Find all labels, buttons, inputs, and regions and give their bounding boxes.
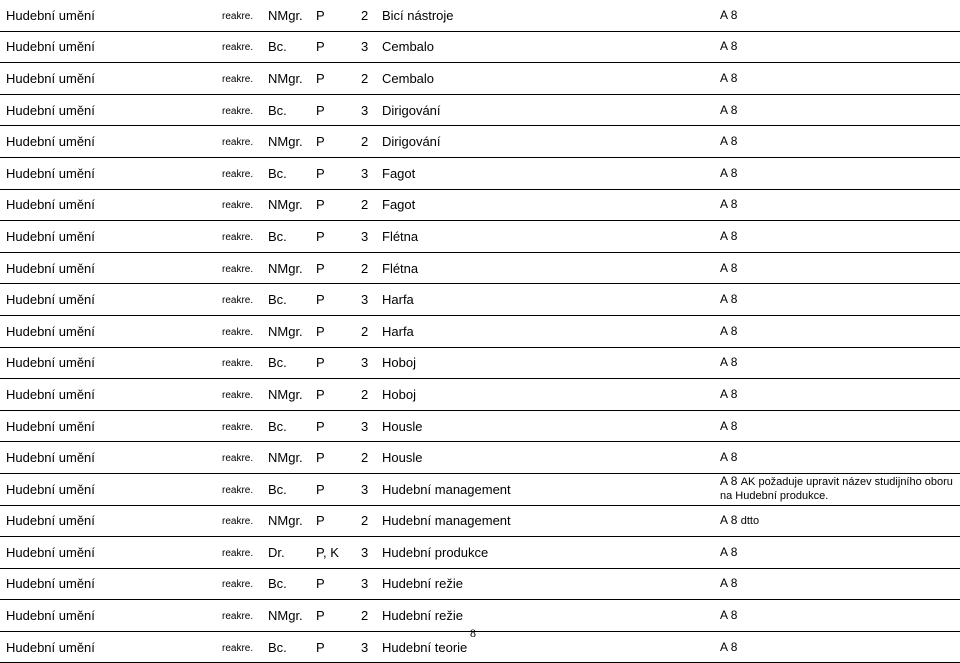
period-value: 8	[730, 386, 738, 401]
table-row	[0, 94, 960, 126]
degree-cell: Bc.	[268, 31, 316, 63]
remark-text: AK požaduje upravit název studijního oboru na Hudební produkce.	[720, 476, 953, 503]
field-cell: Hudební umění	[0, 379, 222, 411]
field-cell: Hudební umění	[0, 473, 222, 505]
study-form-cell: P	[316, 379, 361, 411]
language-code: A	[720, 608, 728, 623]
duration-cell: 3	[361, 157, 382, 189]
duration-cell: 3	[361, 410, 382, 442]
duration-cell: 2	[361, 442, 382, 474]
period-value: 8	[730, 355, 738, 370]
duration-cell: 2	[361, 505, 382, 537]
period-value: 8	[730, 512, 738, 527]
study-form-cell: P	[316, 473, 361, 505]
validity-note-cell	[720, 379, 960, 411]
validity-note-cell	[720, 252, 960, 284]
period-value: 8	[730, 134, 738, 149]
accreditation-type-cell: reakre.	[222, 442, 268, 474]
table-row	[0, 315, 960, 347]
program-name-cell: Hoboj	[382, 347, 720, 379]
table-row	[0, 221, 960, 253]
language-code: A	[720, 70, 728, 85]
table-row	[0, 157, 960, 189]
language-code: A	[720, 386, 728, 401]
program-name-cell: Fagot	[382, 157, 720, 189]
degree-cell: Bc.	[268, 221, 316, 253]
accreditation-type-cell: reakre.	[222, 189, 268, 221]
program-name-cell: Harfa	[382, 315, 720, 347]
language-code: A	[720, 197, 728, 212]
duration-cell: 3	[361, 31, 382, 63]
study-form-cell: P	[316, 600, 361, 632]
degree-cell: NMgr.	[268, 63, 316, 95]
validity-note-cell	[720, 537, 960, 569]
period-value: 8	[730, 576, 738, 591]
field-cell: Hudební umění	[0, 126, 222, 158]
program-name-cell: Hudební management	[382, 473, 720, 505]
program-name-cell: Flétna	[382, 252, 720, 284]
degree-cell: NMgr.	[268, 505, 316, 537]
program-name-cell: Bicí nástroje	[382, 0, 720, 31]
validity-note-cell	[720, 600, 960, 632]
duration-cell: 3	[361, 221, 382, 253]
program-name-cell: Hoboj	[382, 379, 720, 411]
accreditation-type-cell: reakre.	[222, 0, 268, 31]
table-row	[0, 31, 960, 63]
accreditation-type-cell: reakre.	[222, 31, 268, 63]
duration-cell: 3	[361, 473, 382, 505]
language-code: A	[720, 639, 728, 654]
accreditation-type-cell: reakre.	[222, 410, 268, 442]
period-value: 8	[730, 102, 738, 117]
field-cell: Hudební umění	[0, 94, 222, 126]
degree-cell: Bc.	[268, 631, 316, 663]
program-name-cell: Dirigování	[382, 94, 720, 126]
degree-cell: Bc.	[268, 473, 316, 505]
program-name-cell: Housle	[382, 410, 720, 442]
language-code: A	[720, 228, 728, 243]
validity-note-cell	[720, 189, 960, 221]
validity-note-cell	[720, 473, 960, 505]
table-row	[0, 189, 960, 221]
accreditation-type-cell: reakre.	[222, 379, 268, 411]
accreditation-type-cell: reakre.	[222, 94, 268, 126]
accreditation-type-cell: reakre.	[222, 537, 268, 569]
program-name-cell: Hudební režie	[382, 568, 720, 600]
language-code: A	[720, 7, 728, 22]
degree-cell: NMgr.	[268, 442, 316, 474]
field-cell: Hudební umění	[0, 442, 222, 474]
language-code: A	[720, 102, 728, 117]
field-cell: Hudební umění	[0, 31, 222, 63]
validity-note-cell	[720, 0, 960, 31]
language-code: A	[720, 512, 728, 527]
degree-cell: Dr.	[268, 537, 316, 569]
program-name-cell: Cembalo	[382, 63, 720, 95]
accreditation-type-cell: reakre.	[222, 252, 268, 284]
validity-note-cell	[720, 505, 960, 537]
accreditation-type-cell: reakre.	[222, 284, 268, 316]
degree-cell: Bc.	[268, 157, 316, 189]
language-code: A	[720, 450, 728, 465]
field-cell: Hudební umění	[0, 0, 222, 31]
language-code: A	[720, 134, 728, 149]
degree-cell: Bc.	[268, 284, 316, 316]
table-row	[0, 442, 960, 474]
duration-cell: 2	[361, 189, 382, 221]
language-code: A	[720, 260, 728, 275]
validity-note-cell	[720, 442, 960, 474]
page-number: 8	[470, 626, 476, 640]
language-code: A	[720, 474, 728, 489]
validity-note-cell	[720, 410, 960, 442]
table-row	[0, 126, 960, 158]
degree-cell: Bc.	[268, 410, 316, 442]
program-name-cell: Hudební teorie	[382, 631, 720, 663]
field-cell: Hudební umění	[0, 505, 222, 537]
period-value: 8	[730, 70, 738, 85]
duration-cell: 3	[361, 347, 382, 379]
period-value: 8	[730, 323, 738, 338]
duration-cell: 3	[361, 284, 382, 316]
degree-cell: NMgr.	[268, 379, 316, 411]
period-value: 8	[730, 639, 738, 654]
duration-cell: 2	[361, 315, 382, 347]
language-code: A	[720, 418, 728, 433]
duration-cell: 2	[361, 126, 382, 158]
validity-note-cell	[720, 63, 960, 95]
language-code: A	[720, 576, 728, 591]
accreditation-type-cell: reakre.	[222, 126, 268, 158]
program-name-cell: Dirigování	[382, 126, 720, 158]
validity-note-cell	[720, 631, 960, 663]
field-cell: Hudební umění	[0, 537, 222, 569]
period-value: 8	[730, 544, 738, 559]
program-name-cell: Housle	[382, 442, 720, 474]
table-row	[0, 410, 960, 442]
study-form-cell: P	[316, 505, 361, 537]
field-cell: Hudební umění	[0, 410, 222, 442]
period-value: 8	[730, 197, 738, 212]
validity-note-cell	[720, 94, 960, 126]
validity-note-cell	[720, 315, 960, 347]
period-value: 8	[730, 39, 738, 54]
study-form-cell: P	[316, 94, 361, 126]
accreditation-type-cell: reakre.	[222, 347, 268, 379]
field-cell: Hudební umění	[0, 252, 222, 284]
accreditation-type-cell: reakre.	[222, 600, 268, 632]
degree-cell: Bc.	[268, 568, 316, 600]
language-code: A	[720, 292, 728, 307]
table-row	[0, 347, 960, 379]
table-row	[0, 505, 960, 537]
duration-cell: 2	[361, 63, 382, 95]
study-form-cell: P	[316, 221, 361, 253]
field-cell: Hudební umění	[0, 600, 222, 632]
degree-cell: NMgr.	[268, 189, 316, 221]
field-cell: Hudební umění	[0, 221, 222, 253]
period-value: 8	[730, 608, 738, 623]
program-name-cell: Hudební management	[382, 505, 720, 537]
validity-note-cell	[720, 568, 960, 600]
duration-cell: 2	[361, 252, 382, 284]
validity-note-cell	[720, 347, 960, 379]
accreditation-type-cell: reakre.	[222, 157, 268, 189]
accreditation-type-cell: reakre.	[222, 505, 268, 537]
duration-cell: 2	[361, 600, 382, 632]
period-value: 8	[730, 292, 738, 307]
program-name-cell: Hudební produkce	[382, 537, 720, 569]
program-name-cell: Hudební režie	[382, 600, 720, 632]
language-code: A	[720, 355, 728, 370]
study-form-cell: P	[316, 126, 361, 158]
accreditation-type-cell: reakre.	[222, 315, 268, 347]
program-name-cell: Flétna	[382, 221, 720, 253]
study-form-cell: P	[316, 347, 361, 379]
study-form-cell: P	[316, 410, 361, 442]
period-value: 8	[730, 418, 738, 433]
study-form-cell: P	[316, 157, 361, 189]
study-form-cell: P	[316, 63, 361, 95]
table-row	[0, 568, 960, 600]
period-value: 8	[730, 450, 738, 465]
field-cell: Hudební umění	[0, 63, 222, 95]
degree-cell: Bc.	[268, 347, 316, 379]
table-row	[0, 284, 960, 316]
study-form-cell: P	[316, 252, 361, 284]
table-row	[0, 63, 960, 95]
validity-note-cell	[720, 221, 960, 253]
degree-cell: NMgr.	[268, 126, 316, 158]
study-form-cell: P	[316, 0, 361, 31]
duration-cell: 3	[361, 568, 382, 600]
period-value: 8	[730, 165, 738, 180]
table-row	[0, 600, 960, 632]
degree-cell: NMgr.	[268, 315, 316, 347]
degree-cell: NMgr.	[268, 0, 316, 31]
degree-cell: NMgr.	[268, 600, 316, 632]
language-code: A	[720, 165, 728, 180]
accreditation-type-cell: reakre.	[222, 568, 268, 600]
table-row	[0, 473, 960, 505]
validity-note-cell	[720, 157, 960, 189]
field-cell: Hudební umění	[0, 631, 222, 663]
period-value: 8	[730, 260, 738, 275]
table-row	[0, 0, 960, 31]
study-form-cell: P	[316, 315, 361, 347]
degree-cell: NMgr.	[268, 252, 316, 284]
validity-note-cell	[720, 284, 960, 316]
table-row	[0, 252, 960, 284]
field-cell: Hudební umění	[0, 284, 222, 316]
study-form-cell: P	[316, 631, 361, 663]
program-name-cell: Fagot	[382, 189, 720, 221]
language-code: A	[720, 39, 728, 54]
accreditation-type-cell: reakre.	[222, 63, 268, 95]
study-form-cell: P	[316, 31, 361, 63]
period-value: 8	[730, 228, 738, 243]
study-form-cell: P	[316, 189, 361, 221]
duration-cell: 3	[361, 537, 382, 569]
field-cell: Hudební umění	[0, 157, 222, 189]
validity-note-cell	[720, 126, 960, 158]
accreditation-type-cell: reakre.	[222, 473, 268, 505]
field-cell: Hudební umění	[0, 568, 222, 600]
table-row	[0, 537, 960, 569]
language-code: A	[720, 544, 728, 559]
period-value: 8	[730, 7, 738, 22]
remark-text: dtto	[740, 514, 760, 527]
duration-cell: 2	[361, 0, 382, 31]
study-form-cell: P	[316, 284, 361, 316]
field-cell: Hudební umění	[0, 315, 222, 347]
field-cell: Hudební umění	[0, 347, 222, 379]
accreditation-type-cell: reakre.	[222, 631, 268, 663]
table-row	[0, 631, 960, 663]
duration-cell: 3	[361, 94, 382, 126]
program-name-cell: Harfa	[382, 284, 720, 316]
duration-cell: 2	[361, 379, 382, 411]
study-form-cell: P	[316, 568, 361, 600]
duration-cell: 3	[361, 631, 382, 663]
validity-note-cell	[720, 31, 960, 63]
language-code: A	[720, 323, 728, 338]
accreditation-type-cell: reakre.	[222, 221, 268, 253]
study-form-cell: P	[316, 442, 361, 474]
field-cell: Hudební umění	[0, 189, 222, 221]
table-row	[0, 379, 960, 411]
degree-cell: Bc.	[268, 94, 316, 126]
program-name-cell: Cembalo	[382, 31, 720, 63]
study-form-cell: P, K	[316, 537, 361, 569]
period-value: 8	[730, 474, 738, 489]
